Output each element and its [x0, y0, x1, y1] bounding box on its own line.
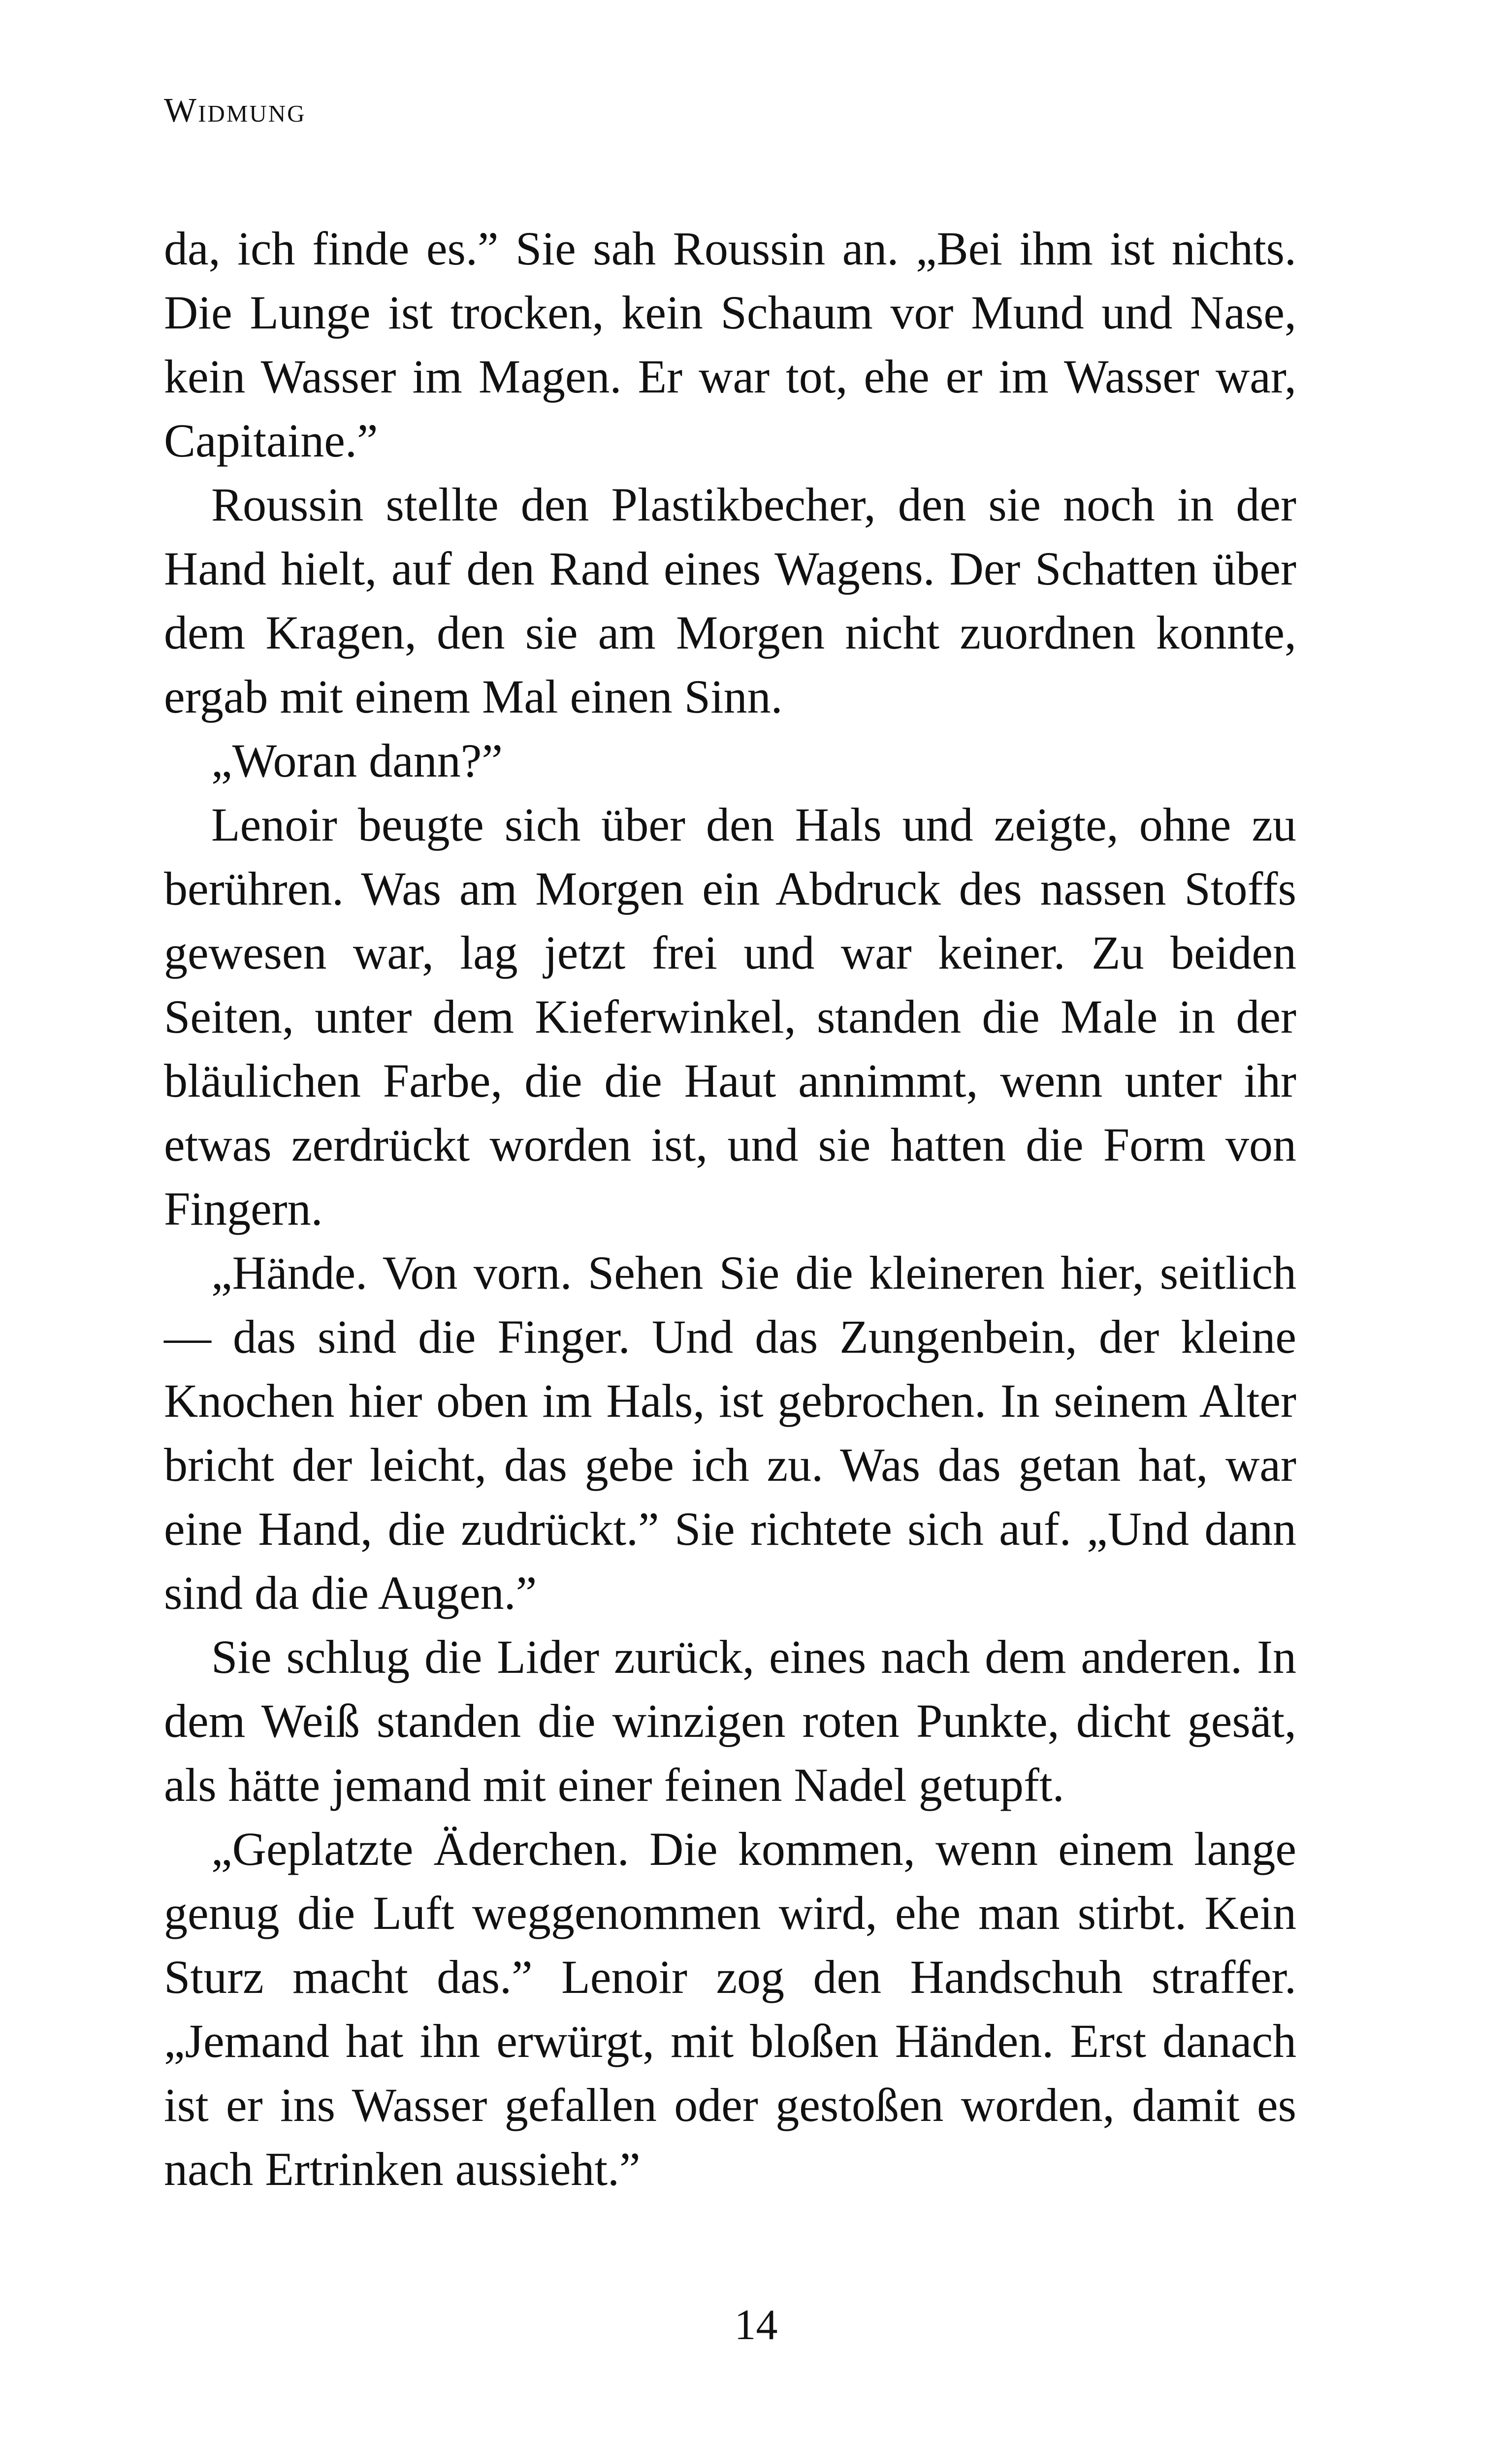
paragraph: da, ich finde es.” Sie sah Roussin an. „Bei ihm ist nichts. Die Lunge ist trocken, kein Schaum vor Mund und Nase, kein Wasser im Magen. Er war tot, ehe er im Wasser war, Capitaine.” — [164, 222, 1296, 467]
body-text — [164, 217, 1296, 2201]
paragraph: Roussin stellte den Plastikbecher, den sie noch in der Hand hielt, auf den Rand eines Wagens. Der Schatten über dem Kragen, den sie am Morgen nicht zuordnen konnte, ergab mit einem Mal einen Sinn. — [164, 478, 1296, 723]
paragraph: Lenoir beugte sich über den Hals und zeigte, ohne zu berühren. Was am Morgen ein Abdruck des nassen Stoffs gewesen war, lag jetzt frei und war keiner. Zu beiden Seiten, unter dem Kieferwinkel, standen die Male in der bläulichen Farbe, die die Haut annimmt, wenn unter ihr etwas zerdrückt worden ist, und sie hatten die Form von Fingern. — [164, 798, 1296, 1235]
paragraph: „Geplatzte Äderchen. Die kommen, wenn einem lange genug die Luft weggenommen wird, ehe man stirbt. Kein Sturz macht das.” Lenoir zog den Handschuh straffer. „Jemand hat ihn erwürgt, mit bloßen Händen. Erst danach ist er ins Wasser gefallen oder gestoßen worden, damit es nach Ertrinken aussieht.” — [164, 1823, 1296, 2195]
running-head: Widmung — [164, 92, 306, 130]
page-number: 14 — [734, 2301, 778, 2349]
paragraph: Sie schlug die Lider zurück, eines nach dem anderen. In dem Weiß standen die winzigen roten Punkte, dicht gesät, als hätte jemand mit einer feinen Nadel getupft. — [164, 1630, 1296, 1811]
paragraph: „Hände. Von vorn. Sehen Sie die kleineren hier, seitlich — das sind die Finger. Und das Zungenbein, der kleine Knochen hier oben im Hals, ist gebrochen. In seinem Alter bricht der leicht, das gebe ich zu. Was das getan hat, war eine Hand, die zudrückt.” Sie richtete sich auf. „Und dann sind da die Augen.” — [164, 1246, 1296, 1619]
paragraph: „Woran dann?” — [211, 734, 503, 787]
